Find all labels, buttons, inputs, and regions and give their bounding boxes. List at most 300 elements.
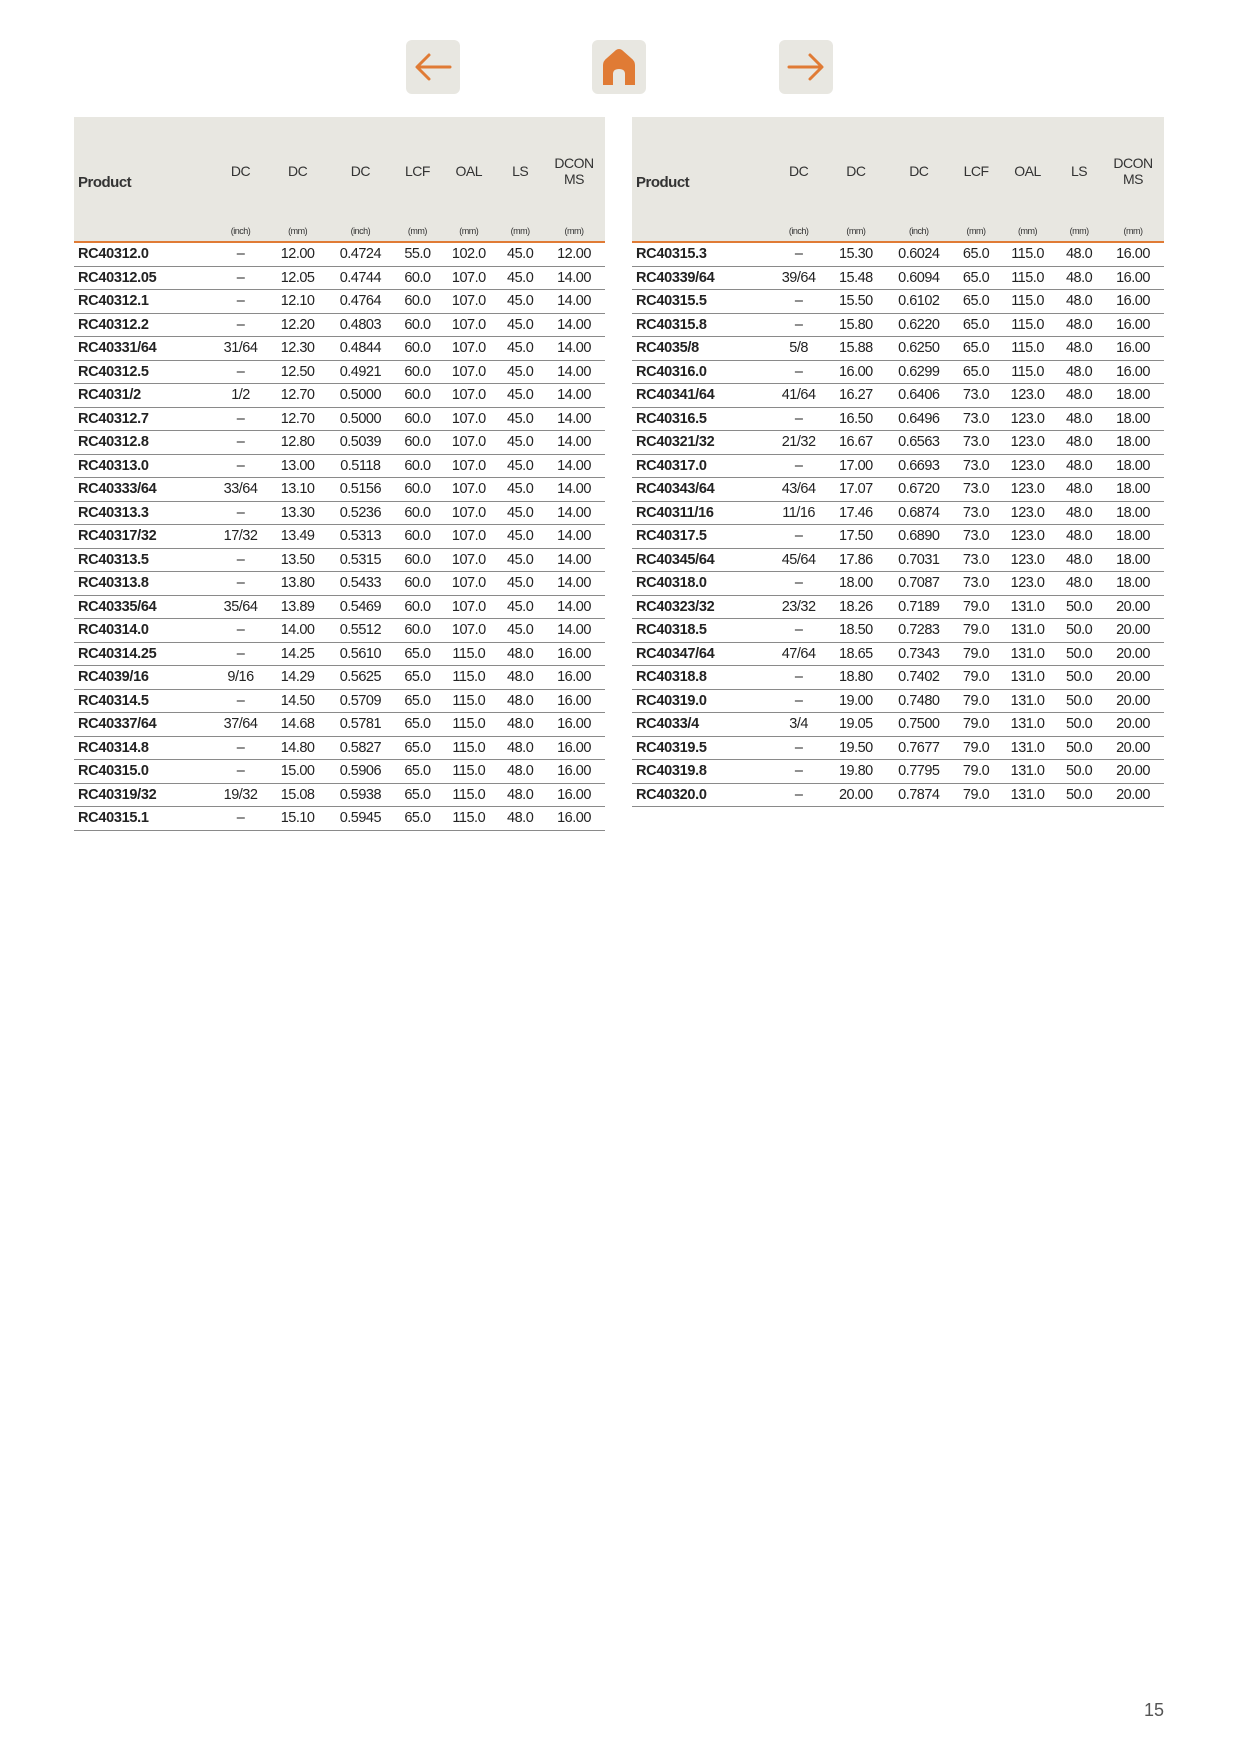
cell-dc-mm: 15.10 bbox=[269, 807, 326, 831]
cell-product: RC40319.5 bbox=[632, 736, 770, 760]
cell-oal: 107.0 bbox=[440, 595, 497, 619]
table-row bbox=[74, 689, 605, 713]
cell-dc-mm: 13.30 bbox=[269, 501, 326, 525]
cell-product: RC4039/16 bbox=[74, 666, 212, 690]
table-row bbox=[74, 713, 605, 737]
cell-product: RC40314.5 bbox=[74, 689, 212, 713]
column-header-product: Product bbox=[632, 117, 770, 221]
cell-dc-mm: 14.25 bbox=[269, 642, 326, 666]
cell-dc-inch-decimal: 0.5039 bbox=[326, 431, 394, 455]
cell-dc-inch: 1/2 bbox=[212, 384, 269, 408]
table-row bbox=[74, 572, 605, 596]
cell-dc-inch-decimal: 0.5000 bbox=[326, 407, 394, 431]
cell-dcon-ms: 18.00 bbox=[1102, 478, 1164, 502]
table-row bbox=[74, 313, 605, 337]
cell-product: RC40343/64 bbox=[632, 478, 770, 502]
cell-lcf: 65.0 bbox=[395, 713, 441, 737]
cell-product: RC40311/16 bbox=[632, 501, 770, 525]
cell-product: RC40341/64 bbox=[632, 384, 770, 408]
cell-lcf: 73.0 bbox=[953, 525, 999, 549]
cell-dcon-ms: 14.00 bbox=[543, 266, 605, 290]
cell-dcon-ms: 20.00 bbox=[1102, 689, 1164, 713]
cell-product: RC40313.0 bbox=[74, 454, 212, 478]
cell-lcf: 65.0 bbox=[953, 290, 999, 314]
cell-lcf: 60.0 bbox=[395, 337, 441, 361]
cell-dc-inch-decimal: 0.7189 bbox=[884, 595, 953, 619]
cell-dcon-ms: 14.00 bbox=[543, 360, 605, 384]
cell-lcf: 60.0 bbox=[395, 501, 441, 525]
cell-dc-inch: – bbox=[770, 760, 827, 784]
table-row bbox=[632, 454, 1164, 478]
cell-dc-mm: 13.49 bbox=[269, 525, 326, 549]
cell-dc-inch-decimal: 0.6496 bbox=[884, 407, 953, 431]
cell-lcf: 79.0 bbox=[953, 619, 999, 643]
cell-ls: 45.0 bbox=[497, 454, 543, 478]
cell-product: RC40312.1 bbox=[74, 290, 212, 314]
cell-lcf: 65.0 bbox=[953, 266, 999, 290]
cell-ls: 50.0 bbox=[1056, 713, 1102, 737]
cell-product: RC40320.0 bbox=[632, 783, 770, 807]
cell-lcf: 65.0 bbox=[953, 360, 999, 384]
cell-ls: 50.0 bbox=[1056, 666, 1102, 690]
cell-dc-mm: 12.30 bbox=[269, 337, 326, 361]
cell-dc-mm: 12.20 bbox=[269, 313, 326, 337]
cell-product: RC40319.8 bbox=[632, 760, 770, 784]
cell-dc-inch: – bbox=[212, 619, 269, 643]
cell-product: RC4033/4 bbox=[632, 713, 770, 737]
cell-lcf: 60.0 bbox=[395, 360, 441, 384]
cell-dc-mm: 18.00 bbox=[827, 572, 884, 596]
cell-dc-inch-decimal: 0.6024 bbox=[884, 242, 953, 266]
table-row bbox=[74, 290, 605, 314]
cell-lcf: 60.0 bbox=[395, 384, 441, 408]
cell-dc-inch: 45/64 bbox=[770, 548, 827, 572]
unit-dcon-ms: (mm) bbox=[1102, 221, 1164, 242]
cell-dcon-ms: 18.00 bbox=[1102, 384, 1164, 408]
cell-oal: 115.0 bbox=[999, 290, 1056, 314]
column-header-dc-inch-decimal: DC bbox=[884, 117, 953, 221]
table-row bbox=[632, 783, 1164, 807]
cell-lcf: 65.0 bbox=[395, 783, 441, 807]
cell-dc-mm: 13.00 bbox=[269, 454, 326, 478]
cell-ls: 48.0 bbox=[1056, 572, 1102, 596]
cell-dc-mm: 19.50 bbox=[827, 736, 884, 760]
cell-dc-inch-decimal: 0.6563 bbox=[884, 431, 953, 455]
table-row bbox=[74, 760, 605, 784]
cell-product: RC40317/32 bbox=[74, 525, 212, 549]
cell-dc-inch-decimal: 0.7795 bbox=[884, 760, 953, 784]
cell-dc-inch: 11/16 bbox=[770, 501, 827, 525]
cell-oal: 131.0 bbox=[999, 783, 1056, 807]
cell-product: RC40312.0 bbox=[74, 242, 212, 266]
cell-dc-mm: 19.00 bbox=[827, 689, 884, 713]
cell-ls: 45.0 bbox=[497, 548, 543, 572]
cell-ls: 45.0 bbox=[497, 290, 543, 314]
cell-dc-inch-decimal: 0.5781 bbox=[326, 713, 394, 737]
cell-dc-inch-decimal: 0.6720 bbox=[884, 478, 953, 502]
cell-dc-mm: 15.50 bbox=[827, 290, 884, 314]
cell-ls: 45.0 bbox=[497, 525, 543, 549]
cell-dc-inch: 3/4 bbox=[770, 713, 827, 737]
unit-oal: (mm) bbox=[440, 221, 497, 242]
cell-dc-inch-decimal: 0.7031 bbox=[884, 548, 953, 572]
cell-dc-mm: 12.00 bbox=[269, 242, 326, 266]
table-row bbox=[632, 642, 1164, 666]
cell-dc-mm: 14.68 bbox=[269, 713, 326, 737]
table-row bbox=[632, 760, 1164, 784]
cell-dc-inch: – bbox=[770, 736, 827, 760]
cell-dcon-ms: 14.00 bbox=[543, 501, 605, 525]
table-row bbox=[632, 713, 1164, 737]
cell-ls: 50.0 bbox=[1056, 783, 1102, 807]
cell-oal: 107.0 bbox=[440, 548, 497, 572]
cell-ls: 48.0 bbox=[1056, 360, 1102, 384]
cell-oal: 123.0 bbox=[999, 384, 1056, 408]
cell-dc-inch-decimal: 0.5512 bbox=[326, 619, 394, 643]
cell-ls: 48.0 bbox=[1056, 454, 1102, 478]
cell-dc-mm: 18.26 bbox=[827, 595, 884, 619]
column-header-dc-inch-decimal: DC bbox=[326, 117, 394, 221]
table-row bbox=[74, 807, 605, 831]
table-row bbox=[632, 572, 1164, 596]
cell-dcon-ms: 14.00 bbox=[543, 290, 605, 314]
cell-dc-inch-decimal: 0.7500 bbox=[884, 713, 953, 737]
cell-lcf: 79.0 bbox=[953, 713, 999, 737]
cell-dcon-ms: 14.00 bbox=[543, 619, 605, 643]
cell-oal: 107.0 bbox=[440, 454, 497, 478]
cell-dc-inch: – bbox=[770, 360, 827, 384]
cell-ls: 48.0 bbox=[497, 783, 543, 807]
cell-product: RC40315.8 bbox=[632, 313, 770, 337]
cell-product: RC40321/32 bbox=[632, 431, 770, 455]
cell-dc-inch: – bbox=[770, 525, 827, 549]
cell-ls: 48.0 bbox=[497, 736, 543, 760]
cell-dc-inch: 5/8 bbox=[770, 337, 827, 361]
cell-ls: 45.0 bbox=[497, 337, 543, 361]
previous-page-button[interactable] bbox=[406, 40, 460, 94]
cell-product: RC40313.3 bbox=[74, 501, 212, 525]
cell-oal: 107.0 bbox=[440, 360, 497, 384]
cell-dc-inch-decimal: 0.5118 bbox=[326, 454, 394, 478]
cell-dc-mm: 12.50 bbox=[269, 360, 326, 384]
cell-oal: 115.0 bbox=[440, 642, 497, 666]
cell-product: RC40319/32 bbox=[74, 783, 212, 807]
cell-dc-inch-decimal: 0.5625 bbox=[326, 666, 394, 690]
cell-dc-inch: – bbox=[212, 266, 269, 290]
table-row bbox=[632, 337, 1164, 361]
cell-dc-inch-decimal: 0.6693 bbox=[884, 454, 953, 478]
cell-dc-inch: – bbox=[212, 642, 269, 666]
unit-ls: (mm) bbox=[497, 221, 543, 242]
cell-oal: 131.0 bbox=[999, 595, 1056, 619]
cell-product: RC4031/2 bbox=[74, 384, 212, 408]
cell-dc-inch: – bbox=[770, 313, 827, 337]
cell-dcon-ms: 16.00 bbox=[543, 807, 605, 831]
cell-dc-mm: 13.10 bbox=[269, 478, 326, 502]
cell-ls: 48.0 bbox=[1056, 242, 1102, 266]
cell-dc-inch-decimal: 0.4844 bbox=[326, 337, 394, 361]
cell-lcf: 79.0 bbox=[953, 595, 999, 619]
column-header-lcf: LCF bbox=[395, 117, 441, 221]
cell-dcon-ms: 20.00 bbox=[1102, 783, 1164, 807]
cell-lcf: 60.0 bbox=[395, 454, 441, 478]
cell-dc-inch-decimal: 0.5236 bbox=[326, 501, 394, 525]
cell-dc-inch-decimal: 0.5156 bbox=[326, 478, 394, 502]
cell-product: RC40314.25 bbox=[74, 642, 212, 666]
cell-lcf: 73.0 bbox=[953, 454, 999, 478]
table-row bbox=[632, 666, 1164, 690]
cell-dc-mm: 12.05 bbox=[269, 266, 326, 290]
cell-oal: 115.0 bbox=[440, 807, 497, 831]
cell-dcon-ms: 18.00 bbox=[1102, 454, 1164, 478]
cell-dc-mm: 18.80 bbox=[827, 666, 884, 690]
cell-product: RC40318.5 bbox=[632, 619, 770, 643]
cell-product: RC40318.8 bbox=[632, 666, 770, 690]
cell-lcf: 60.0 bbox=[395, 478, 441, 502]
cell-dc-inch: – bbox=[212, 548, 269, 572]
cell-dcon-ms: 14.00 bbox=[543, 384, 605, 408]
cell-product: RC40312.7 bbox=[74, 407, 212, 431]
cell-product: RC40318.0 bbox=[632, 572, 770, 596]
cell-dc-mm: 12.70 bbox=[269, 384, 326, 408]
cell-dc-mm: 19.05 bbox=[827, 713, 884, 737]
cell-ls: 48.0 bbox=[1056, 290, 1102, 314]
cell-dc-inch: – bbox=[770, 290, 827, 314]
cell-dc-inch-decimal: 0.5433 bbox=[326, 572, 394, 596]
cell-product: RC40312.05 bbox=[74, 266, 212, 290]
cell-oal: 123.0 bbox=[999, 572, 1056, 596]
unit-dcon-ms: (mm) bbox=[543, 221, 605, 242]
cell-oal: 131.0 bbox=[999, 642, 1056, 666]
cell-ls: 45.0 bbox=[497, 501, 543, 525]
column-header-ls: LS bbox=[1056, 117, 1102, 221]
table-row bbox=[74, 337, 605, 361]
cell-lcf: 65.0 bbox=[953, 242, 999, 266]
cell-ls: 50.0 bbox=[1056, 736, 1102, 760]
cell-lcf: 60.0 bbox=[395, 290, 441, 314]
cell-product: RC40317.5 bbox=[632, 525, 770, 549]
table-row bbox=[74, 525, 605, 549]
table-row bbox=[74, 384, 605, 408]
product-table-left bbox=[74, 117, 605, 831]
cell-dc-inch: 19/32 bbox=[212, 783, 269, 807]
page-number: 15 bbox=[1144, 1700, 1165, 1720]
table-row bbox=[632, 478, 1164, 502]
cell-product: RC40315.3 bbox=[632, 242, 770, 266]
unit-lcf: (mm) bbox=[395, 221, 441, 242]
column-header-dcon-ms: DCON MS bbox=[1102, 117, 1164, 221]
cell-lcf: 73.0 bbox=[953, 478, 999, 502]
cell-ls: 48.0 bbox=[1056, 501, 1102, 525]
cell-dcon-ms: 16.00 bbox=[1102, 242, 1164, 266]
cell-ls: 45.0 bbox=[497, 595, 543, 619]
cell-dcon-ms: 16.00 bbox=[1102, 266, 1164, 290]
cell-dc-inch: 23/32 bbox=[770, 595, 827, 619]
next-page-button[interactable] bbox=[779, 40, 833, 94]
cell-dcon-ms: 18.00 bbox=[1102, 407, 1164, 431]
cell-lcf: 73.0 bbox=[953, 572, 999, 596]
cell-dc-inch-decimal: 0.7874 bbox=[884, 783, 953, 807]
cell-dc-inch: – bbox=[770, 666, 827, 690]
cell-lcf: 65.0 bbox=[395, 807, 441, 831]
cell-dc-mm: 13.50 bbox=[269, 548, 326, 572]
cell-lcf: 60.0 bbox=[395, 525, 441, 549]
cell-dc-mm: 17.50 bbox=[827, 525, 884, 549]
cell-ls: 50.0 bbox=[1056, 642, 1102, 666]
cell-ls: 45.0 bbox=[497, 572, 543, 596]
cell-oal: 115.0 bbox=[440, 689, 497, 713]
cell-dc-inch: 9/16 bbox=[212, 666, 269, 690]
cell-lcf: 65.0 bbox=[953, 337, 999, 361]
cell-dc-inch: – bbox=[212, 407, 269, 431]
cell-dc-mm: 15.08 bbox=[269, 783, 326, 807]
table-row bbox=[632, 619, 1164, 643]
cell-lcf: 79.0 bbox=[953, 760, 999, 784]
cell-product: RC40317.0 bbox=[632, 454, 770, 478]
table-unit-row bbox=[74, 221, 605, 242]
unit-ls: (mm) bbox=[1056, 221, 1102, 242]
cell-dcon-ms: 16.00 bbox=[543, 642, 605, 666]
table-header-row bbox=[632, 117, 1164, 221]
cell-ls: 48.0 bbox=[1056, 478, 1102, 502]
cell-dc-inch: 35/64 bbox=[212, 595, 269, 619]
cell-oal: 131.0 bbox=[999, 689, 1056, 713]
cell-dc-mm: 16.27 bbox=[827, 384, 884, 408]
cell-ls: 45.0 bbox=[497, 619, 543, 643]
cell-dcon-ms: 16.00 bbox=[543, 760, 605, 784]
column-header-dc-mm: DC bbox=[269, 117, 326, 221]
table-row bbox=[632, 548, 1164, 572]
unit-product bbox=[632, 221, 770, 242]
table-row bbox=[632, 242, 1164, 266]
cell-dcon-ms: 18.00 bbox=[1102, 548, 1164, 572]
cell-dcon-ms: 20.00 bbox=[1102, 736, 1164, 760]
table-row bbox=[632, 313, 1164, 337]
cell-oal: 107.0 bbox=[440, 431, 497, 455]
cell-dcon-ms: 20.00 bbox=[1102, 713, 1164, 737]
cell-dc-inch-decimal: 0.7283 bbox=[884, 619, 953, 643]
cell-product: RC40347/64 bbox=[632, 642, 770, 666]
cell-dc-mm: 15.88 bbox=[827, 337, 884, 361]
cell-oal: 115.0 bbox=[440, 713, 497, 737]
cell-dc-mm: 16.50 bbox=[827, 407, 884, 431]
cell-dc-inch-decimal: 0.6299 bbox=[884, 360, 953, 384]
cell-oal: 131.0 bbox=[999, 666, 1056, 690]
cell-dc-inch: – bbox=[770, 454, 827, 478]
cell-dc-inch: 37/64 bbox=[212, 713, 269, 737]
cell-dc-inch-decimal: 0.5315 bbox=[326, 548, 394, 572]
table-row bbox=[632, 501, 1164, 525]
cell-dc-mm: 14.80 bbox=[269, 736, 326, 760]
cell-dc-mm: 19.80 bbox=[827, 760, 884, 784]
cell-dcon-ms: 18.00 bbox=[1102, 431, 1164, 455]
cell-dc-inch: – bbox=[212, 760, 269, 784]
table-row bbox=[74, 736, 605, 760]
cell-dc-inch-decimal: 0.7480 bbox=[884, 689, 953, 713]
table-row bbox=[632, 407, 1164, 431]
cell-lcf: 73.0 bbox=[953, 431, 999, 455]
cell-dcon-ms: 14.00 bbox=[543, 454, 605, 478]
cell-lcf: 60.0 bbox=[395, 595, 441, 619]
cell-dc-inch: 41/64 bbox=[770, 384, 827, 408]
home-button[interactable] bbox=[592, 40, 646, 94]
cell-dc-inch: – bbox=[212, 242, 269, 266]
cell-lcf: 79.0 bbox=[953, 642, 999, 666]
cell-oal: 131.0 bbox=[999, 619, 1056, 643]
cell-dcon-ms: 14.00 bbox=[543, 313, 605, 337]
cell-ls: 45.0 bbox=[497, 360, 543, 384]
table-row bbox=[632, 525, 1164, 549]
cell-product: RC40313.5 bbox=[74, 548, 212, 572]
cell-dc-inch: – bbox=[770, 242, 827, 266]
cell-oal: 107.0 bbox=[440, 572, 497, 596]
cell-dcon-ms: 16.00 bbox=[543, 783, 605, 807]
cell-dc-inch: 17/32 bbox=[212, 525, 269, 549]
unit-dc-inch: (inch) bbox=[212, 221, 269, 242]
cell-dc-inch: – bbox=[212, 689, 269, 713]
cell-ls: 48.0 bbox=[497, 713, 543, 737]
cell-ls: 48.0 bbox=[497, 760, 543, 784]
cell-dcon-ms: 16.00 bbox=[1102, 290, 1164, 314]
cell-product: RC40313.8 bbox=[74, 572, 212, 596]
cell-oal: 107.0 bbox=[440, 313, 497, 337]
cell-oal: 123.0 bbox=[999, 478, 1056, 502]
cell-dc-mm: 16.67 bbox=[827, 431, 884, 455]
cell-product: RC40323/32 bbox=[632, 595, 770, 619]
cell-dc-inch-decimal: 0.7402 bbox=[884, 666, 953, 690]
cell-ls: 48.0 bbox=[1056, 337, 1102, 361]
cell-oal: 123.0 bbox=[999, 525, 1056, 549]
cell-lcf: 60.0 bbox=[395, 266, 441, 290]
cell-product: RC40331/64 bbox=[74, 337, 212, 361]
cell-ls: 50.0 bbox=[1056, 595, 1102, 619]
cell-oal: 131.0 bbox=[999, 736, 1056, 760]
cell-dc-inch-decimal: 0.7087 bbox=[884, 572, 953, 596]
cell-dc-mm: 13.89 bbox=[269, 595, 326, 619]
cell-oal: 115.0 bbox=[999, 266, 1056, 290]
cell-lcf: 55.0 bbox=[395, 242, 441, 266]
cell-lcf: 60.0 bbox=[395, 407, 441, 431]
cell-lcf: 65.0 bbox=[395, 642, 441, 666]
cell-product: RC4035/8 bbox=[632, 337, 770, 361]
cell-oal: 115.0 bbox=[440, 736, 497, 760]
cell-dc-inch: 21/32 bbox=[770, 431, 827, 455]
cell-oal: 123.0 bbox=[999, 431, 1056, 455]
cell-dc-mm: 17.07 bbox=[827, 478, 884, 502]
unit-oal: (mm) bbox=[999, 221, 1056, 242]
cell-lcf: 60.0 bbox=[395, 619, 441, 643]
cell-dc-inch-decimal: 0.4921 bbox=[326, 360, 394, 384]
cell-dc-inch-decimal: 0.5610 bbox=[326, 642, 394, 666]
cell-oal: 115.0 bbox=[999, 360, 1056, 384]
table-row bbox=[74, 454, 605, 478]
cell-dcon-ms: 18.00 bbox=[1102, 572, 1164, 596]
column-header-oal: OAL bbox=[999, 117, 1056, 221]
table-row bbox=[74, 501, 605, 525]
cell-product: RC40312.2 bbox=[74, 313, 212, 337]
cell-lcf: 65.0 bbox=[395, 689, 441, 713]
arrow-left-icon bbox=[413, 52, 453, 82]
table-row bbox=[74, 642, 605, 666]
cell-product: RC40312.5 bbox=[74, 360, 212, 384]
cell-oal: 107.0 bbox=[440, 525, 497, 549]
cell-dc-inch: – bbox=[212, 736, 269, 760]
cell-dcon-ms: 14.00 bbox=[543, 548, 605, 572]
table-row bbox=[632, 360, 1164, 384]
cell-ls: 48.0 bbox=[497, 807, 543, 831]
cell-oal: 102.0 bbox=[440, 242, 497, 266]
cell-dcon-ms: 20.00 bbox=[1102, 760, 1164, 784]
